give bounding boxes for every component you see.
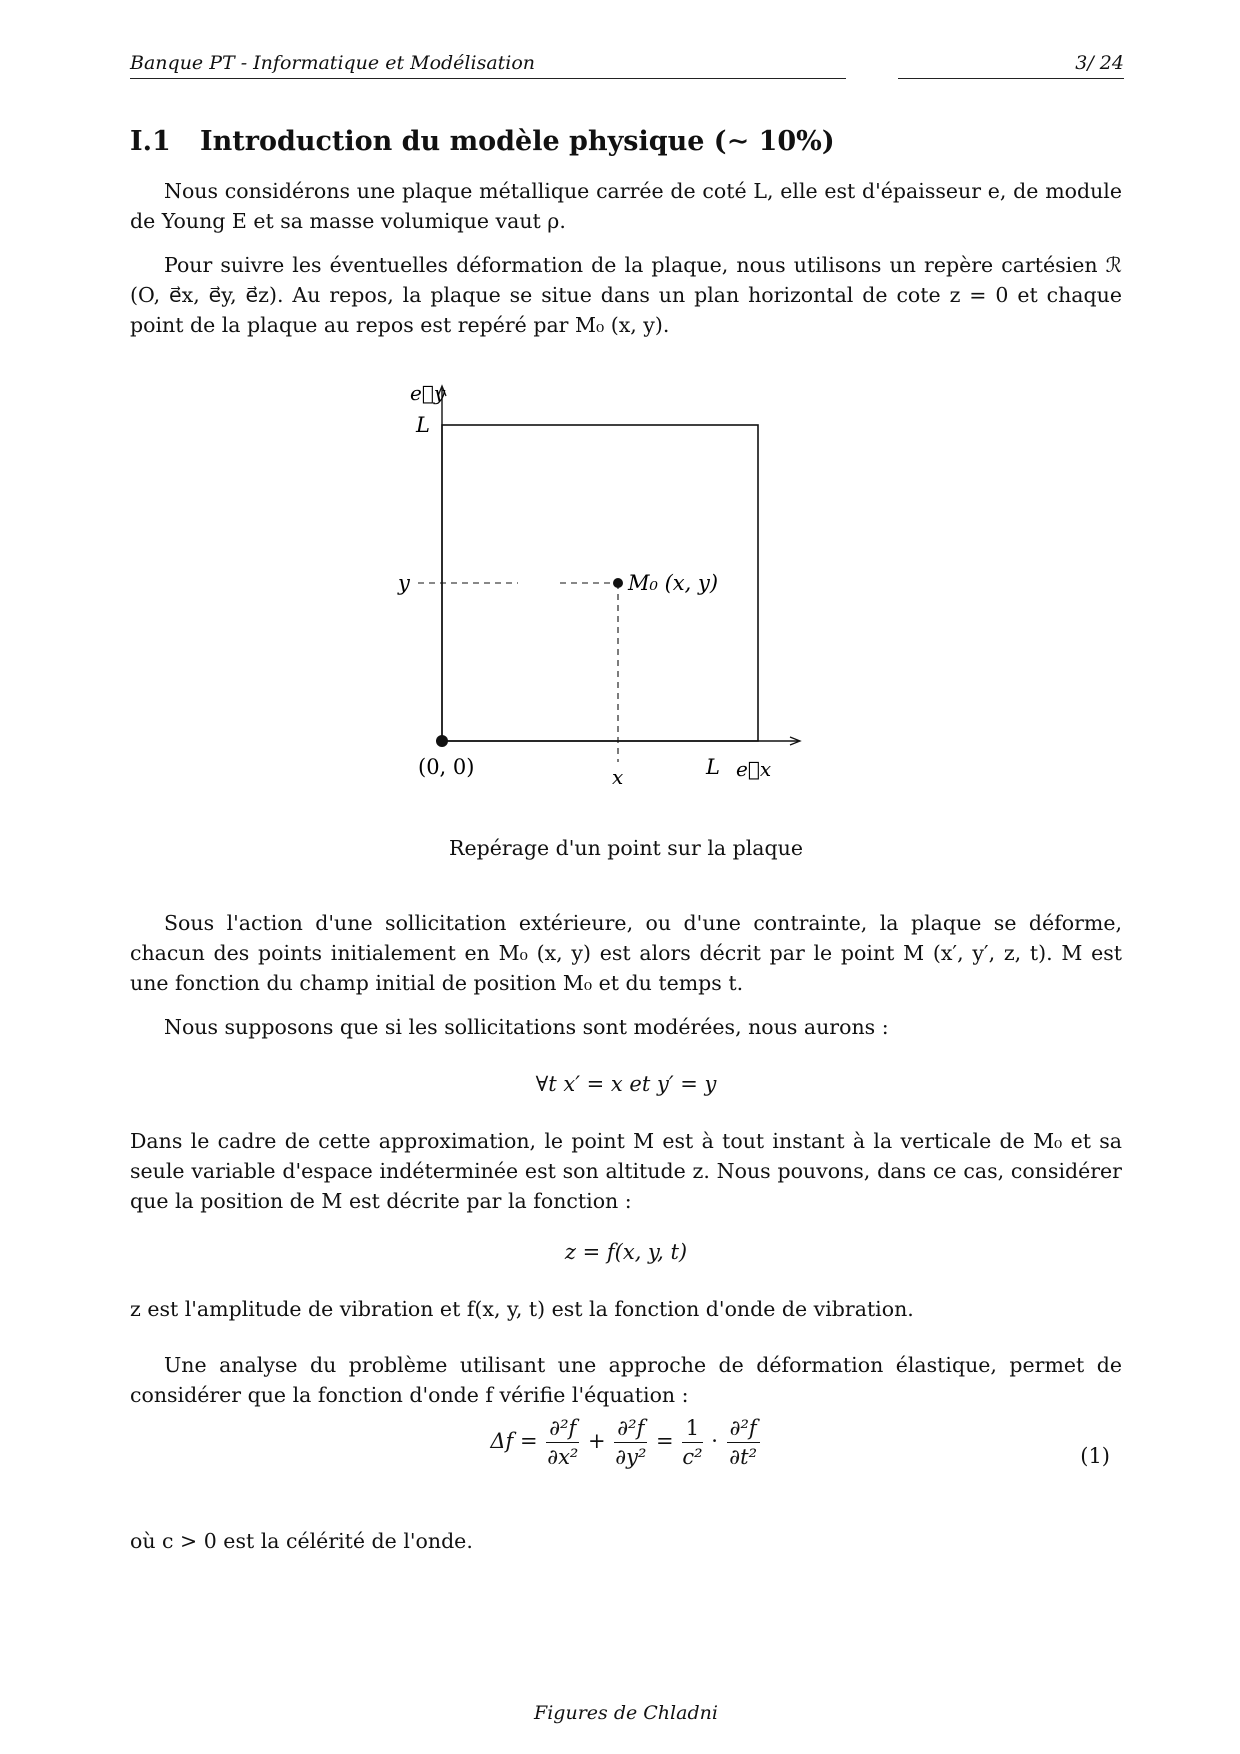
- equation-number: (1): [1080, 1444, 1110, 1468]
- paragraph-4: Nous supposons que si les sollicitations sont modérées, nous aurons :: [164, 1015, 889, 1039]
- label-L-top: L: [416, 413, 430, 437]
- eq1-t1-den: ∂x²: [547, 1445, 579, 1469]
- label-point-m0: M₀ (x, y): [628, 571, 719, 595]
- label-y: y: [398, 571, 410, 595]
- eq1-equals: =: [656, 1429, 674, 1453]
- eq1-t2-den: ∂y²: [615, 1445, 647, 1469]
- eq1-term-3: [682, 1416, 702, 1469]
- eq1-t1-num: ∂²f: [546, 1416, 579, 1443]
- section-number: I.1: [130, 126, 171, 157]
- header-left-title: Banque PT - Informatique et Modélisation: [130, 52, 846, 79]
- paragraph-3: Sous l'action d'une sollicitation extérieure, ou d'une contrainte, la plaque se déforme, chacun des points initialement en M₀ (x, y) est alors décrit par le point M (x′, y′, z, t). M est une fonction du champ initial de position M₀ et du temps t.: [130, 911, 1122, 995]
- label-L-right: L: [706, 755, 720, 779]
- eq1-t2-num: ∂²f: [614, 1416, 647, 1443]
- point-origin: [436, 735, 448, 747]
- eq1-t4-num: ∂²f: [727, 1416, 760, 1443]
- plate-figure: [380, 370, 860, 830]
- label-ey: e⃗y: [410, 381, 446, 405]
- section-title: [130, 126, 835, 157]
- label-origin: (0, 0): [418, 755, 475, 779]
- header-page-number: 3/ 24: [898, 52, 1124, 79]
- eq1-t4-den: ∂t²: [729, 1445, 757, 1469]
- paragraph-6: z est l'amplitude de vibration et f(x, y, t) est la fonction d'onde de vibration.: [130, 1297, 914, 1321]
- paragraph-2: Pour suivre les éventuelles déformation de la plaque, nous utilisons un repère cartésien ℛ (O, e⃗x, e⃗y, e⃗z). Au repos, la plaque se situe dans un plan horizontal de cote z = 0 et chaque point de la plaque au repos est repéré par M₀ (x, y).: [130, 253, 1122, 337]
- eq1-t3-num: 1: [682, 1416, 702, 1443]
- equation-position: z = f(x, y, t): [564, 1240, 688, 1264]
- eq1-term-1: [546, 1416, 579, 1469]
- equation-1: [130, 1416, 1122, 1502]
- eq1-lhs: Δf =: [490, 1429, 538, 1453]
- label-x: x: [612, 765, 624, 789]
- equation-approximation: ∀t x′ = x et y′ = y: [535, 1072, 717, 1096]
- eq1-t3-den: c²: [682, 1445, 703, 1469]
- label-ex: e⃗x: [736, 757, 772, 781]
- paragraph-1: Nous considérons une plaque métallique carrée de coté L, elle est d'épaisseur e, de module de Young E et sa masse volumique vaut ρ.: [130, 179, 1122, 233]
- paragraph-5: Dans le cadre de cette approximation, le point M est à tout instant à la verticale de M₀ et sa seule variable d'espace indéterminée est son altitude z. Nous pouvons, dans ce cas, considérer que la position de M est décrite par la fonction :: [130, 1129, 1122, 1213]
- eq1-term-4: [727, 1416, 760, 1469]
- paragraph-8: où c > 0 est la célérité de l'onde.: [130, 1529, 473, 1553]
- eq1-term-2: [614, 1416, 647, 1469]
- eq1-plus: +: [588, 1429, 606, 1453]
- page-header: [130, 52, 1124, 82]
- eq1-dot: ·: [711, 1429, 718, 1453]
- paragraph-7: Une analyse du problème utilisant une approche de déformation élastique, permet de considérer que la fonction d'onde f vérifie l'équation :: [130, 1353, 1122, 1407]
- page-footer: Figures de Chladni: [534, 1702, 718, 1724]
- point-m0: [613, 578, 623, 588]
- figure-caption: Repérage d'un point sur la plaque: [449, 836, 803, 860]
- section-title-text: Introduction du modèle physique (∼ 10%): [200, 126, 835, 157]
